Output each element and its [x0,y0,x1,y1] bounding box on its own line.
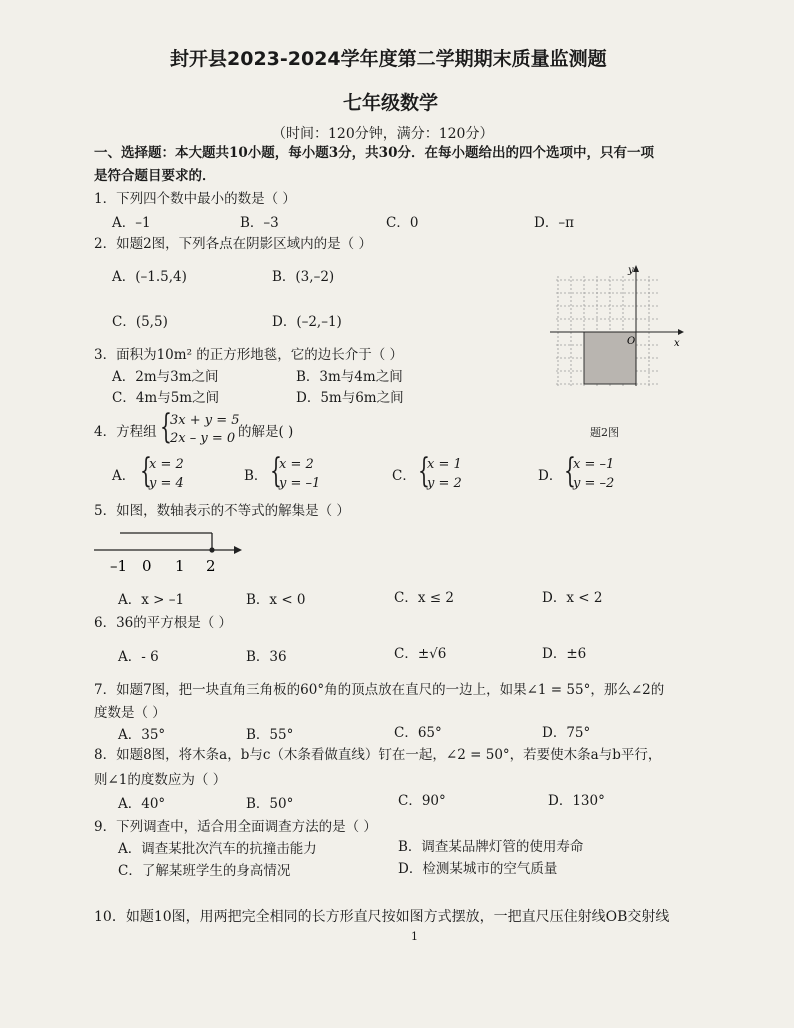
q7-option-c: C．65° [394,725,442,741]
q4-option-a-label: A． [112,468,136,484]
q4-equation-2: 2x – y = 0 [170,431,236,446]
q9-option-a: A．调查某批次汽车的抗撞击能力 [118,841,317,857]
q4-option-c-brace: { [418,451,430,491]
q9-option-c: C．了解某班学生的身高情况 [118,863,291,879]
q4-system-brace: { [160,407,172,447]
time-note: （时间：120分钟，满分：120分） [272,126,494,142]
q2-option-d: D．(–2,–1) [272,314,342,330]
page-number: 1 [411,930,418,943]
q6-stem: 6．36的平方根是（ ） [94,615,233,631]
q5-tick-neg1: –1 [110,557,128,575]
q8-option-c: C．90° [398,793,446,809]
q4-option-d-y: y = –2 [573,476,615,491]
q2-grid-figure [548,262,688,392]
q1-option-b: B．–3 [240,215,279,231]
q4-option-c-x: x = 1 [427,457,462,472]
q7-stem-line2: 度数是（ ） [94,705,166,721]
q6-option-a: A．- 6 [118,649,159,665]
q3-stem: 3．面积为10m² 的正方形地毯，它的边长介于（ ） [94,347,404,363]
q2-figure-caption: 题2图 [590,426,619,439]
q4-option-b-y: y = –1 [279,476,321,491]
q3-option-b: B．3m与4m之间 [296,369,403,385]
q5-tick-1: 1 [175,557,185,575]
q4-option-d-brace: { [564,451,576,491]
q4-stem-prefix: 4．方程组 [94,424,157,440]
q5-option-a: A．x > –1 [118,592,185,608]
q2-option-b: B．(3,–2) [272,269,335,285]
q6-option-c: C．±√6 [394,646,447,662]
q8-option-b: B．50° [246,796,294,812]
q1-option-a: A．–1 [112,215,151,231]
q4-option-c-label: C． [392,468,416,484]
q2-x-axis-label: x [674,338,680,349]
q4-option-b-label: B． [244,468,268,484]
q4-option-a-y: y = 4 [149,476,184,491]
q2-option-c: C．(5,5) [112,314,168,330]
q5-option-b: B．x < 0 [246,592,306,608]
q2-origin-label: O [627,336,636,347]
exam-subtitle: 七年级数学 [343,92,439,114]
q4-option-c-y: y = 2 [427,476,462,491]
q9-stem: 9．下列调查中，适合用全面调查方法的是（ ） [94,819,377,835]
q4-stem-suffix: 的解是( ) [238,424,294,440]
q8-stem-line1: 8．如题8图，将木条a，b与c（木条看做直线）钉在一起，∠2 = 50°，若要使木条a与b平行， [94,747,662,763]
q7-stem-line1: 7．如题7图，把一块直角三角板的60°角的顶点放在直尺的一边上，如果∠1 = 55°，那么∠2的 [94,682,665,698]
q1-stem: 1．下列四个数中最小的数是（ ） [94,191,296,207]
q5-tick-0: 0 [142,557,152,575]
q3-option-a: A．2m与3m之间 [112,369,219,385]
q3-option-c: C．4m与5m之间 [112,390,220,406]
q4-option-b-x: x = 2 [279,457,314,472]
exam-title: 封开县2023-2024学年度第二学期期末质量监测题 [170,48,607,70]
q7-option-a: A．35° [118,727,166,743]
q2-stem: 2．如题2图，下列各点在阴影区域内的是（ ） [94,236,372,252]
q10-stem: 10．如题10图，用两把完全相同的长方形直尺按如图方式摆放，一把直尺压住射线OB交射线 [94,909,670,925]
q4-equation-1: 3x + y = 5 [170,413,240,428]
q4-option-d-x: x = –1 [573,457,615,472]
q6-option-b: B．36 [246,649,287,665]
q8-option-a: A．40° [118,796,166,812]
q4-option-a-brace: { [140,451,152,491]
q9-option-b: B．调查某品牌灯管的使用寿命 [398,839,584,855]
q7-option-b: B．55° [246,727,294,743]
q5-stem: 5．如图，数轴表示的不等式的解集是（ ） [94,503,350,519]
q2-y-axis-label: y [628,265,634,276]
q1-option-d: D．–π [534,215,574,231]
q1-option-c: C．0 [386,215,419,231]
q4-option-a-x: x = 2 [149,457,184,472]
q5-number-line [92,528,252,576]
q8-stem-line2: 则∠1的度数应为（ ） [94,772,227,788]
q5-option-c: C．x ≤ 2 [394,590,454,606]
q9-option-d: D．检测某城市的空气质量 [398,861,558,877]
q5-tick-2: 2 [206,557,216,575]
section-header-line1: 一、选择题：本大题共10小题，每小题3分，共30分．在每小题给出的四个选项中，只有一项 [94,145,654,161]
q5-option-d: D．x < 2 [542,590,603,606]
q2-option-a: A．(–1.5,4) [112,269,187,285]
q3-option-d: D．5m与6m之间 [296,390,404,406]
q8-option-d: D．130° [548,793,605,809]
q6-option-d: D．±6 [542,646,587,662]
q4-option-d-label: D． [538,468,563,484]
q7-option-d: D．75° [542,725,591,741]
section-header-line2: 是符合题目要求的． [94,168,216,184]
q4-option-b-brace: { [270,451,282,491]
